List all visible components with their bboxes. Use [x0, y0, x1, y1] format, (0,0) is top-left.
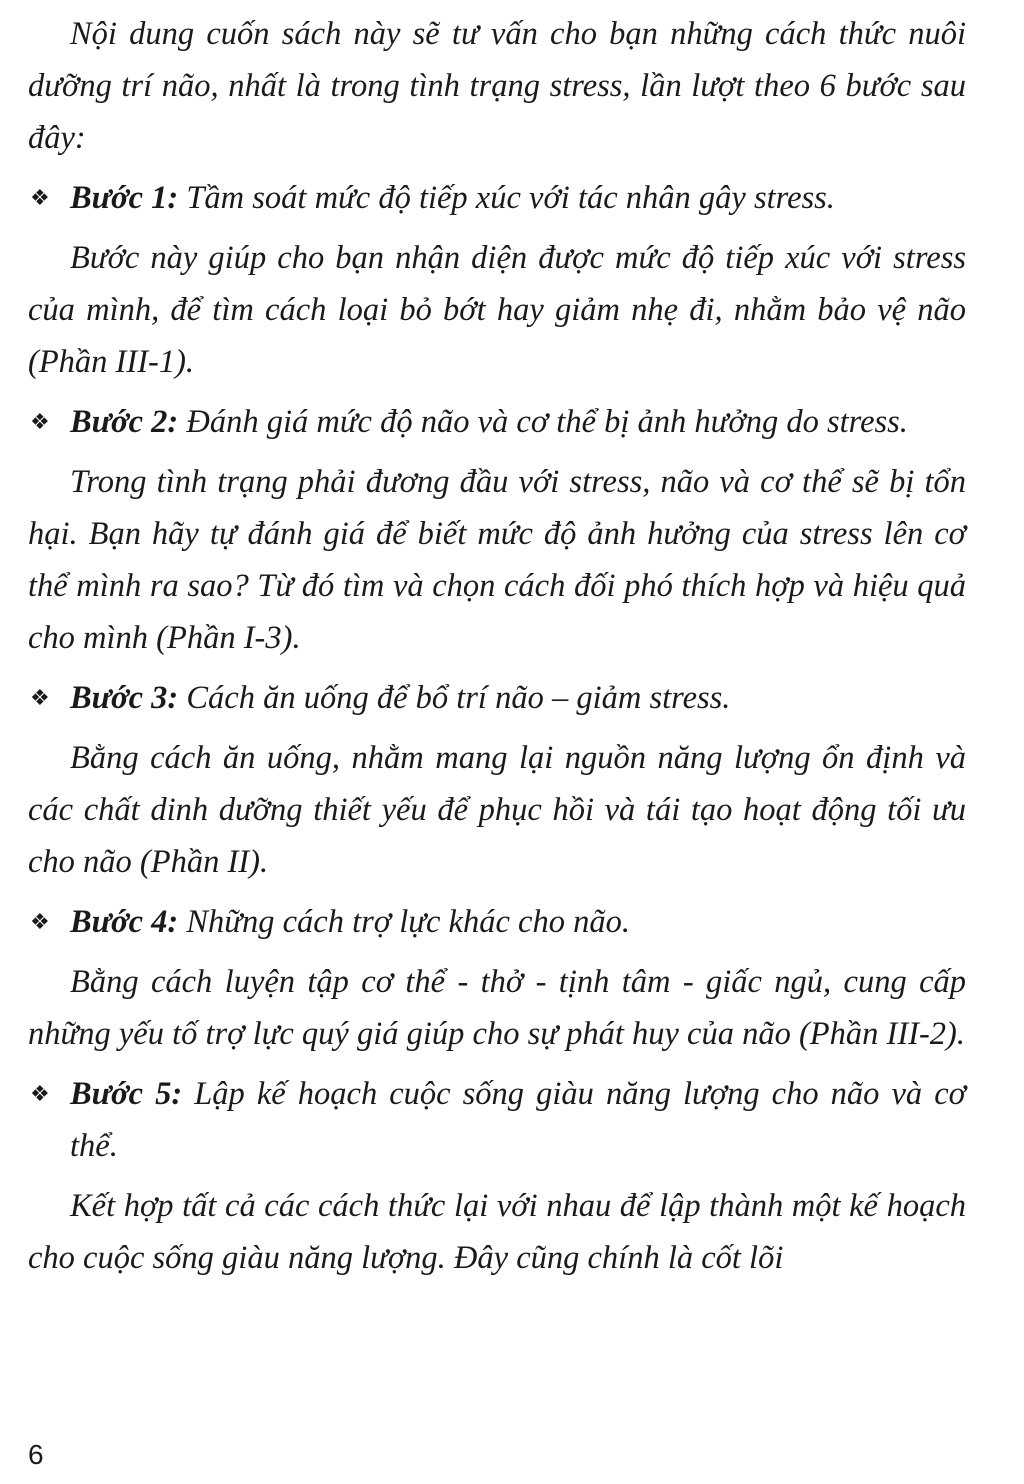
step-label: Bước 2: — [70, 404, 179, 440]
step-label: Bước 4: — [70, 904, 179, 940]
step-label: Bước 3: — [70, 680, 179, 716]
step-label: Bước 1: — [70, 180, 179, 216]
page-number: 6 — [28, 1439, 44, 1470]
step-3 — [28, 672, 966, 888]
step-label: Bước 5: — [70, 1076, 183, 1112]
step-4 — [28, 896, 966, 1060]
step-title: Lập kế hoạch cuộc sống giàu năng lượng cho não và cơ thể. — [70, 1076, 966, 1164]
step-2 — [28, 396, 966, 664]
step-description: Bước này giúp cho bạn nhận diện được mức độ tiếp xúc với stress của mình, để tìm cách loại bỏ bớt hay giảm nhẹ đi, nhằm bảo vệ não (Phần III-1). — [28, 240, 966, 380]
step-1 — [28, 172, 966, 388]
diamond-bullet-icon: ❖ — [30, 185, 50, 210]
step-heading — [28, 672, 966, 724]
step-description: Trong tình trạng phải đương đầu với stress, não và cơ thể sẽ bị tổn hại. Bạn hãy tự đánh giá để biết mức độ ảnh hưởng của stress lên cơ thể mình ra sao? Từ đó tìm và chọn cách đối phó thích hợp và hiệu quả cho mình (Phần I-3). — [28, 464, 966, 656]
step-heading — [28, 896, 966, 948]
diamond-bullet-icon: ❖ — [30, 685, 50, 710]
step-5 — [28, 1068, 966, 1284]
step-title: Cách ăn uống để bổ trí não – giảm stress. — [186, 680, 731, 716]
step-heading — [28, 172, 966, 224]
diamond-bullet-icon: ❖ — [30, 909, 50, 934]
step-heading — [28, 396, 966, 448]
diamond-bullet-icon: ❖ — [30, 1081, 50, 1106]
step-title: Những cách trợ lực khác cho não. — [186, 904, 630, 940]
step-description: Kết hợp tất cả các cách thức lại với nhau để lập thành một kế hoạch cho cuộc sống giàu năng lượng. Đây cũng chính là cốt lõi — [28, 1188, 966, 1276]
intro-paragraph: Nội dung cuốn sách này sẽ tư vấn cho bạn những cách thức nuôi dưỡng trí não, nhất là trong tình trạng stress, lần lượt theo 6 bước sau đây: — [28, 16, 966, 156]
step-heading — [28, 1068, 966, 1172]
step-title: Tầm soát mức độ tiếp xúc với tác nhân gây stress. — [186, 180, 835, 216]
step-description: Bằng cách ăn uống, nhằm mang lại nguồn năng lượng ổn định và các chất dinh dưỡng thiết yếu để phục hồi và tái tạo hoạt động tối ưu cho não (Phần II). — [28, 740, 966, 880]
text-column — [28, 8, 966, 1292]
step-title: Đánh giá mức độ não và cơ thể bị ảnh hưởng do stress. — [186, 404, 908, 440]
diamond-bullet-icon: ❖ — [30, 409, 50, 434]
step-description: Bằng cách luyện tập cơ thể - thở - tịnh tâm - giấc ngủ, cung cấp những yếu tố trợ lực quý giá giúp cho sự phát huy của não (Phần III-2). — [28, 964, 966, 1052]
